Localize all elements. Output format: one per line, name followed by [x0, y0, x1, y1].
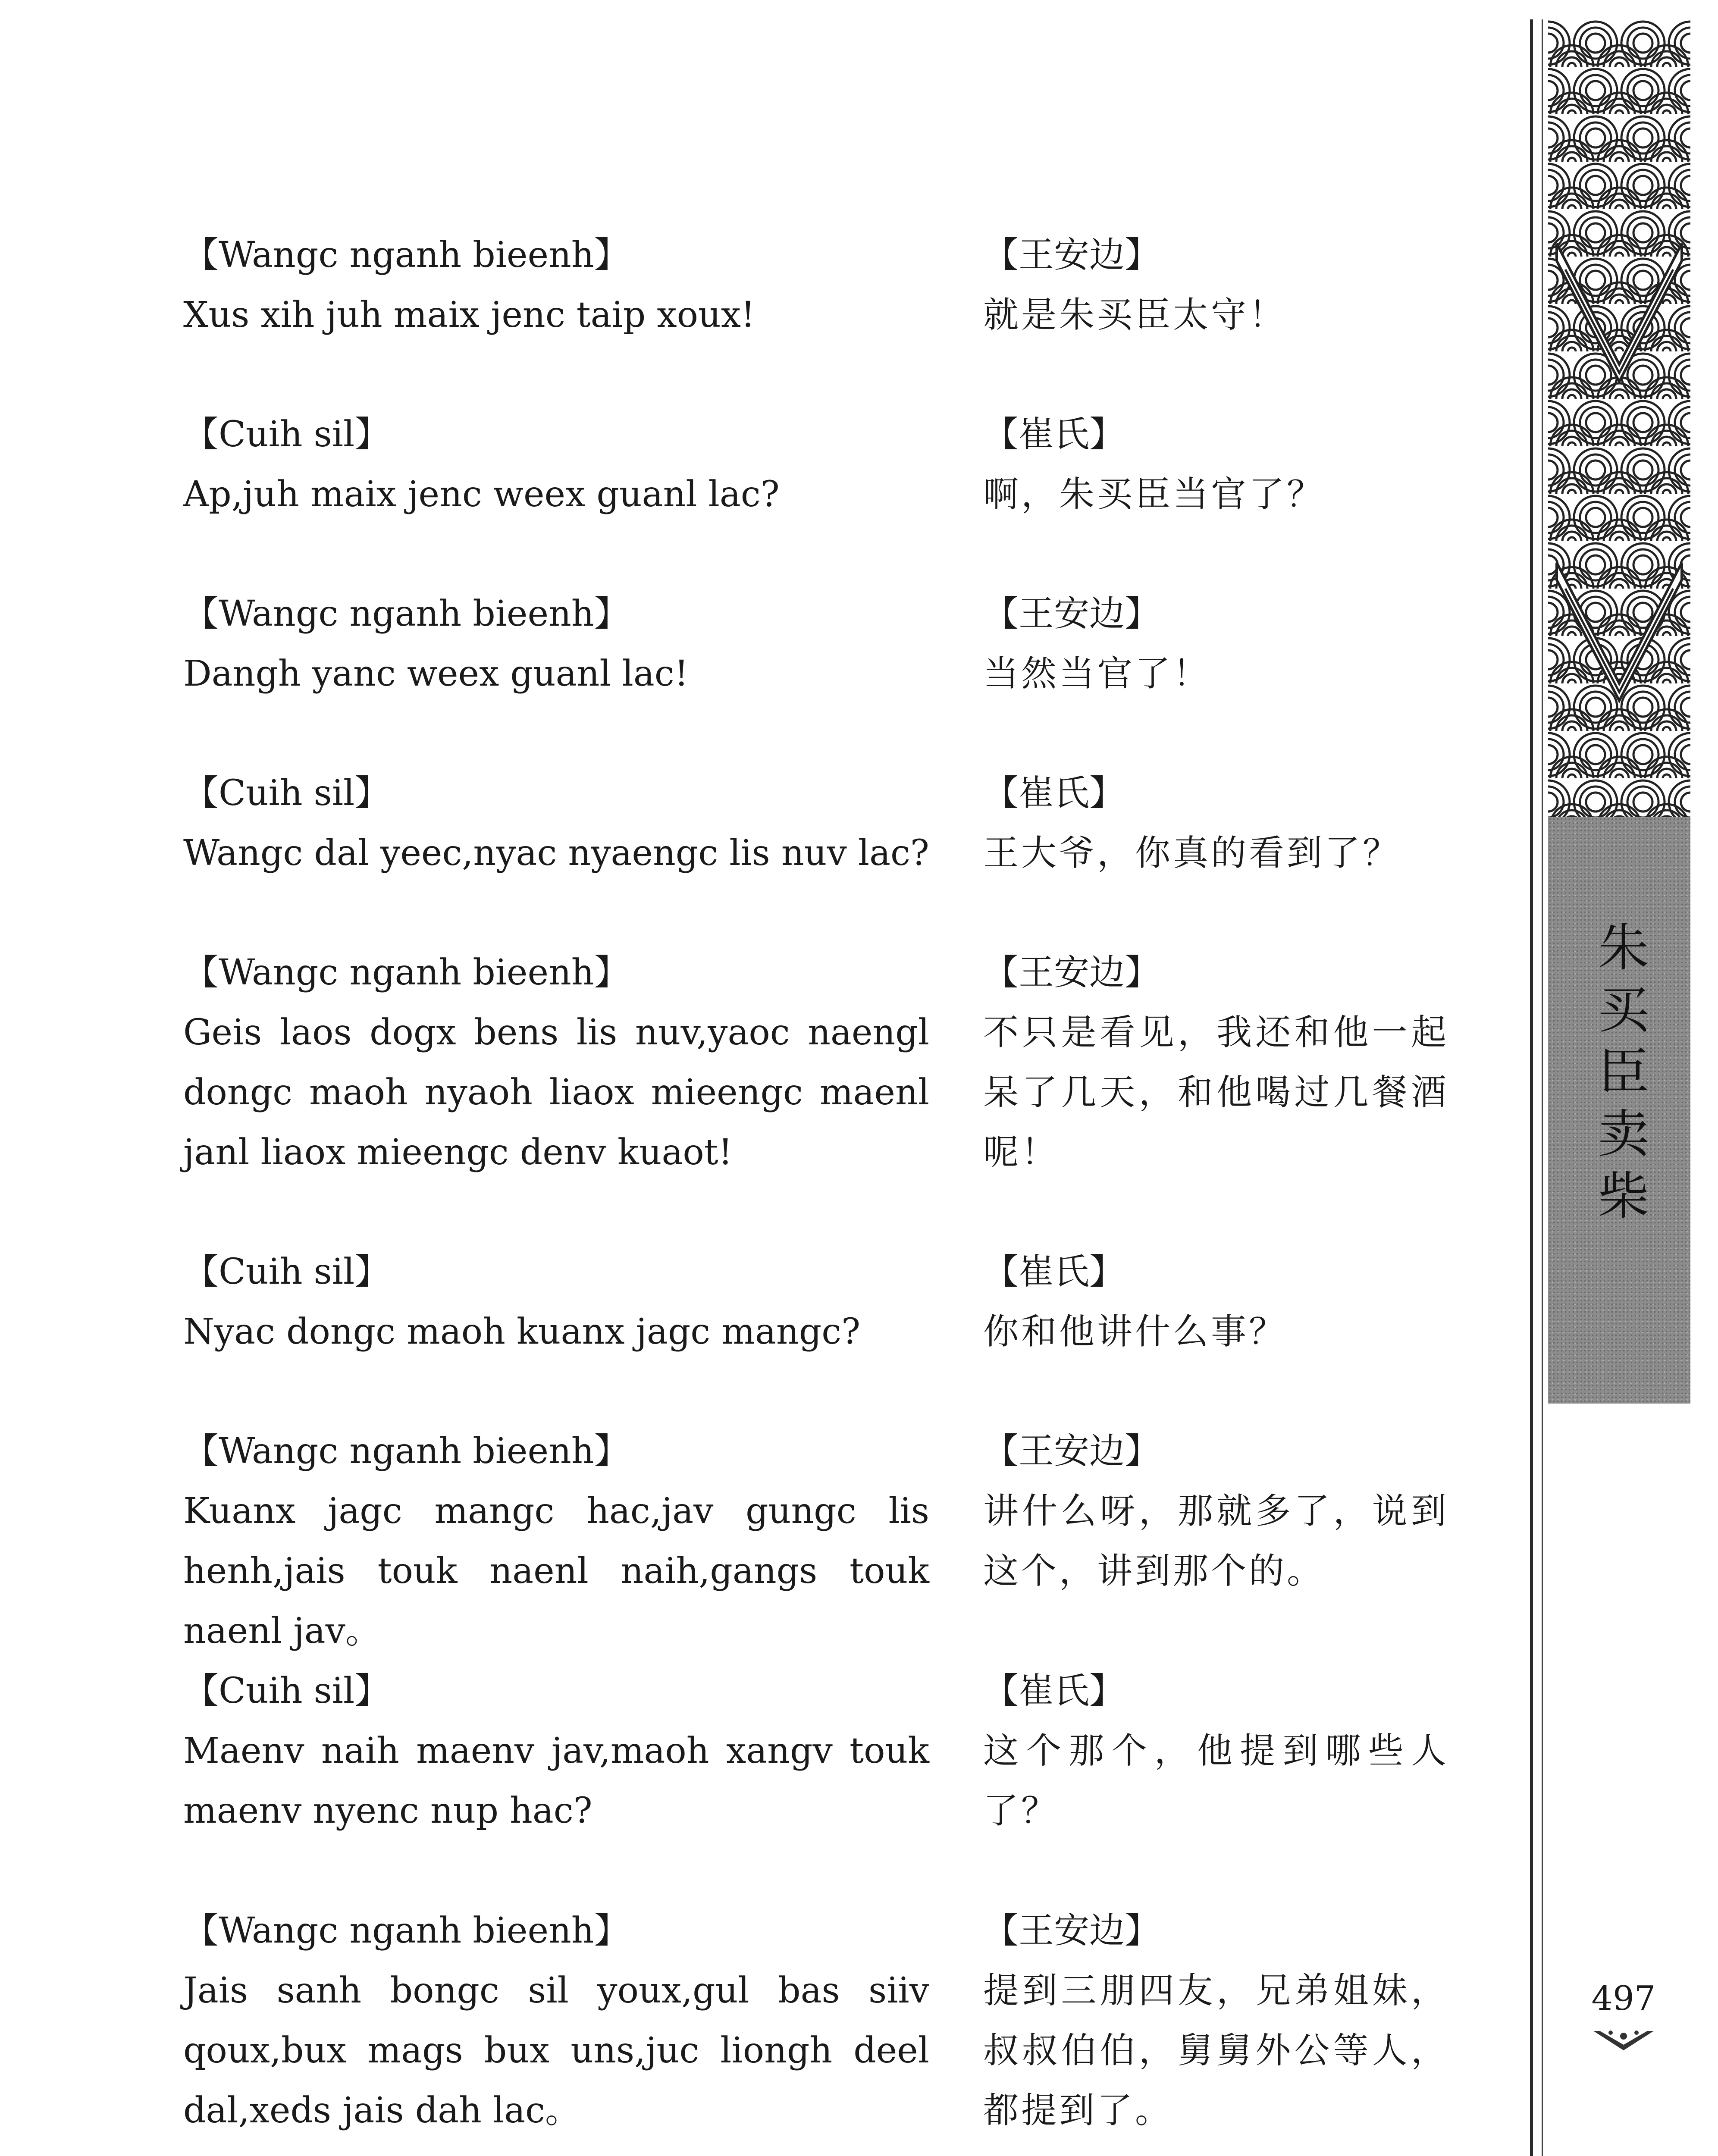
speaker-name: 【Cuih sil】: [183, 414, 390, 455]
speaker-name: 【崔氏】: [983, 1670, 1125, 1711]
speaker-name: 【Wangc nganh bieenh】: [183, 952, 630, 993]
dialogue-entry-dong: [183, 225, 929, 345]
title-band: [1548, 817, 1690, 1404]
dialogue-entry-chinese: [983, 943, 1449, 1182]
margin-rule: [1530, 19, 1533, 2156]
dialogue-entry-chinese: [983, 1242, 1449, 1362]
decorative-border-pattern: [1548, 19, 1690, 817]
dialogue-entry-chinese: [983, 584, 1449, 704]
dialogue-entry-chinese: [983, 404, 1449, 524]
dialogue-text: 不只是看见，我还和他一起呆了几天，和他喝过几餐酒呢！: [983, 1012, 1449, 1173]
dialogue-entry-dong: [183, 763, 929, 883]
speaker-name: 【Cuih sil】: [183, 1670, 390, 1711]
speaker-name: 【Cuih sil】: [183, 1251, 390, 1292]
dialogue-text: Kuanx jagc mangc hac,jav gungc lis henh,jais touk naenl naih,gangs touk naenl jav。: [183, 1491, 941, 1651]
speaker-name: 【崔氏】: [983, 414, 1125, 455]
dialogue-text: 王大爷，你真的看到了？: [983, 833, 1401, 874]
speaker-name: 【崔氏】: [983, 1251, 1125, 1292]
dialogue-entry-chinese: [983, 1421, 1449, 1601]
margin-rule-thin: [1542, 19, 1543, 2156]
dialogue-text: Ap,juh maix jenc weex guanl lac?: [183, 474, 780, 515]
page-number-ornament: [1591, 2027, 1656, 2053]
speaker-name: 【王安边】: [983, 1431, 1160, 1472]
speaker-name: 【Cuih sil】: [183, 773, 390, 814]
speaker-name: 【Wangc nganh bieenh】: [183, 235, 630, 276]
dialogue-entry-dong: [183, 1421, 941, 1661]
dialogue-text: 你和他讲什么事？: [983, 1311, 1287, 1352]
speaker-name: 【崔氏】: [983, 773, 1125, 814]
dialogue-text: 提到三朋四友，兄弟姐妹，叔叔伯伯，舅舅外公等人，都提到了。: [983, 1970, 1449, 2131]
dialogue-text: Jais sanh bongc sil youx,gul bas siiv qoux,bux mags bux uns,juc liongh deel dal,xeds jais dah lac。: [183, 1970, 941, 2131]
dialogue-text: Geis laos dogx bens lis nuv,yaoc naengl dongc maoh nyaoh liaox mieengc maenl janl liaox mieengc denv kuaot!: [183, 1012, 941, 1173]
speaker-name: 【王安边】: [983, 952, 1160, 993]
dialogue-text: 讲什么呀，那就多了，说到这个，讲到那个的。: [983, 1491, 1449, 1592]
dialogue-entry-chinese: [983, 225, 1449, 345]
speaker-name: 【王安边】: [983, 235, 1160, 276]
dialogue-entry-dong: [183, 584, 929, 704]
dialogue-text: Nyac dongc maoh kuanx jagc mangc?: [183, 1311, 861, 1352]
dialogue-text: 当然当官了！: [983, 653, 1211, 694]
dialogue-entry-dong: [183, 943, 941, 1182]
dialogue-entry-chinese: [983, 1901, 1449, 2140]
speaker-name: 【王安边】: [983, 593, 1160, 634]
dialogue-text: Xus xih juh maix jenc taip xoux!: [183, 295, 755, 335]
speaker-name: 【Wangc nganh bieenh】: [183, 1910, 630, 1951]
dialogue-entry-dong: [183, 1661, 941, 1841]
speaker-name: 【Wangc nganh bieenh】: [183, 593, 630, 634]
dialogue-text: 就是朱买臣太守！: [983, 295, 1287, 335]
page-number: 497: [1591, 1979, 1656, 2018]
dialogue-entry-dong: [183, 1242, 929, 1362]
dialogue-text: Dangh yanc weex guanl lac!: [183, 653, 689, 694]
speaker-name: 【Wangc nganh bieenh】: [183, 1431, 630, 1472]
speaker-name: 【王安边】: [983, 1910, 1160, 1951]
dialogue-text: Wangc dal yeec,nyac nyaengc lis nuv lac?: [183, 833, 929, 874]
dialogue-text: 啊，朱买臣当官了？: [983, 474, 1325, 515]
dialogue-text: Maenv naih maenv jav,maoh xangv touk maenv nyenc nup hac?: [183, 1730, 941, 1831]
dialogue-entry-dong: [183, 404, 929, 524]
dialogue-text: 这个那个，他提到哪些人了？: [983, 1730, 1449, 1831]
dialogue-entry-chinese: [983, 1661, 1449, 1841]
dialogue-entry-dong: [183, 1901, 941, 2140]
dialogue-entry-chinese: [983, 763, 1449, 883]
book-title: 朱买臣卖柴: [1589, 921, 1649, 1231]
